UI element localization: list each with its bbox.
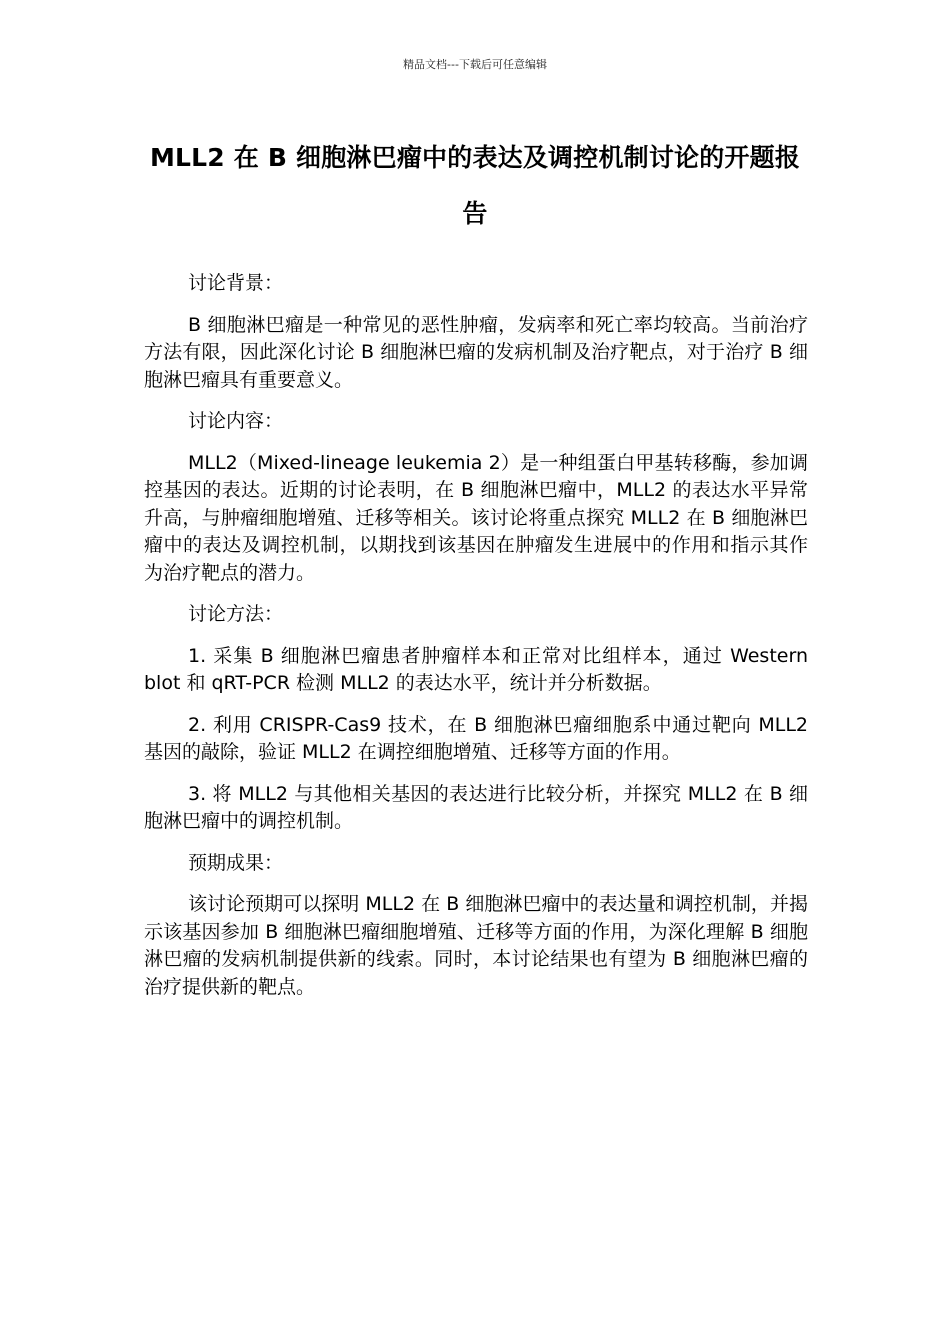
document-title: MLL2 在 B 细胞淋巴瘤中的表达及调控机制讨论的开题报告	[149, 143, 801, 228]
paragraph-background: B 细胞淋巴瘤是一种常见的恶性肿瘤，发病率和死亡率均较高。当前治疗方法有限，因此深化讨论 B 细胞淋巴瘤的发病机制及治疗靶点，对于治疗 B 细胞淋巴瘤具有重要意义。	[144, 313, 808, 391]
paragraph-method-1: 1. 采集 B 细胞淋巴瘤患者肿瘤样本和正常对比组样本，通过 Western blot 和 qRT-PCR 检测 MLL2 的表达水平，统计并分析数据。	[144, 644, 808, 694]
paragraph-method-3: 3. 将 MLL2 与其他相关基因的表达进行比较分析，并探究 MLL2 在 B 细胞淋巴瘤中的调控机制。	[144, 782, 808, 832]
paragraph-outcomes: 该讨论预期可以探明 MLL2 在 B 细胞淋巴瘤中的表达量和调控机制，并揭示该基因参加 B 细胞淋巴瘤细胞增殖、迁移等方面的作用，为深化理解 B 细胞淋巴瘤的发病机制提供新的线索。同时，本讨论结果也有望为 B 细胞淋巴瘤的治疗提供新的靶点。	[144, 893, 808, 998]
section-heading-background: 讨论背景：	[188, 272, 284, 294]
section-heading-methods: 讨论方法：	[188, 603, 284, 625]
section-heading-outcomes: 预期成果：	[188, 851, 284, 874]
header-note: 精品文档---下载后可任意编辑	[403, 58, 547, 71]
document-body	[144, 270, 808, 1015]
paragraph-content: MLL2（Mixed-lineage leukemia 2）是一种组蛋白甲基转移酶，参加调控基因的表达。近期的讨论表明，在 B 细胞淋巴瘤中，MLL2 的表达水平异常升高，与肿瘤细胞增殖、迁移等相关。该讨论将重点探究 MLL2 在 B 细胞淋巴瘤中的表达及调控机制，以期找到该基因在肿瘤发生进展中的作用和指示其作为治疗靶点的潜力。	[144, 451, 808, 584]
paragraph-method-2: 2. 利用 CRISPR-Cas9 技术，在 B 细胞淋巴瘤细胞系中通过靶向 MLL2 基因的敲除，验证 MLL2 在调控细胞增殖、迁移等方面的作用。	[144, 713, 808, 763]
section-heading-content: 讨论内容：	[188, 410, 284, 432]
